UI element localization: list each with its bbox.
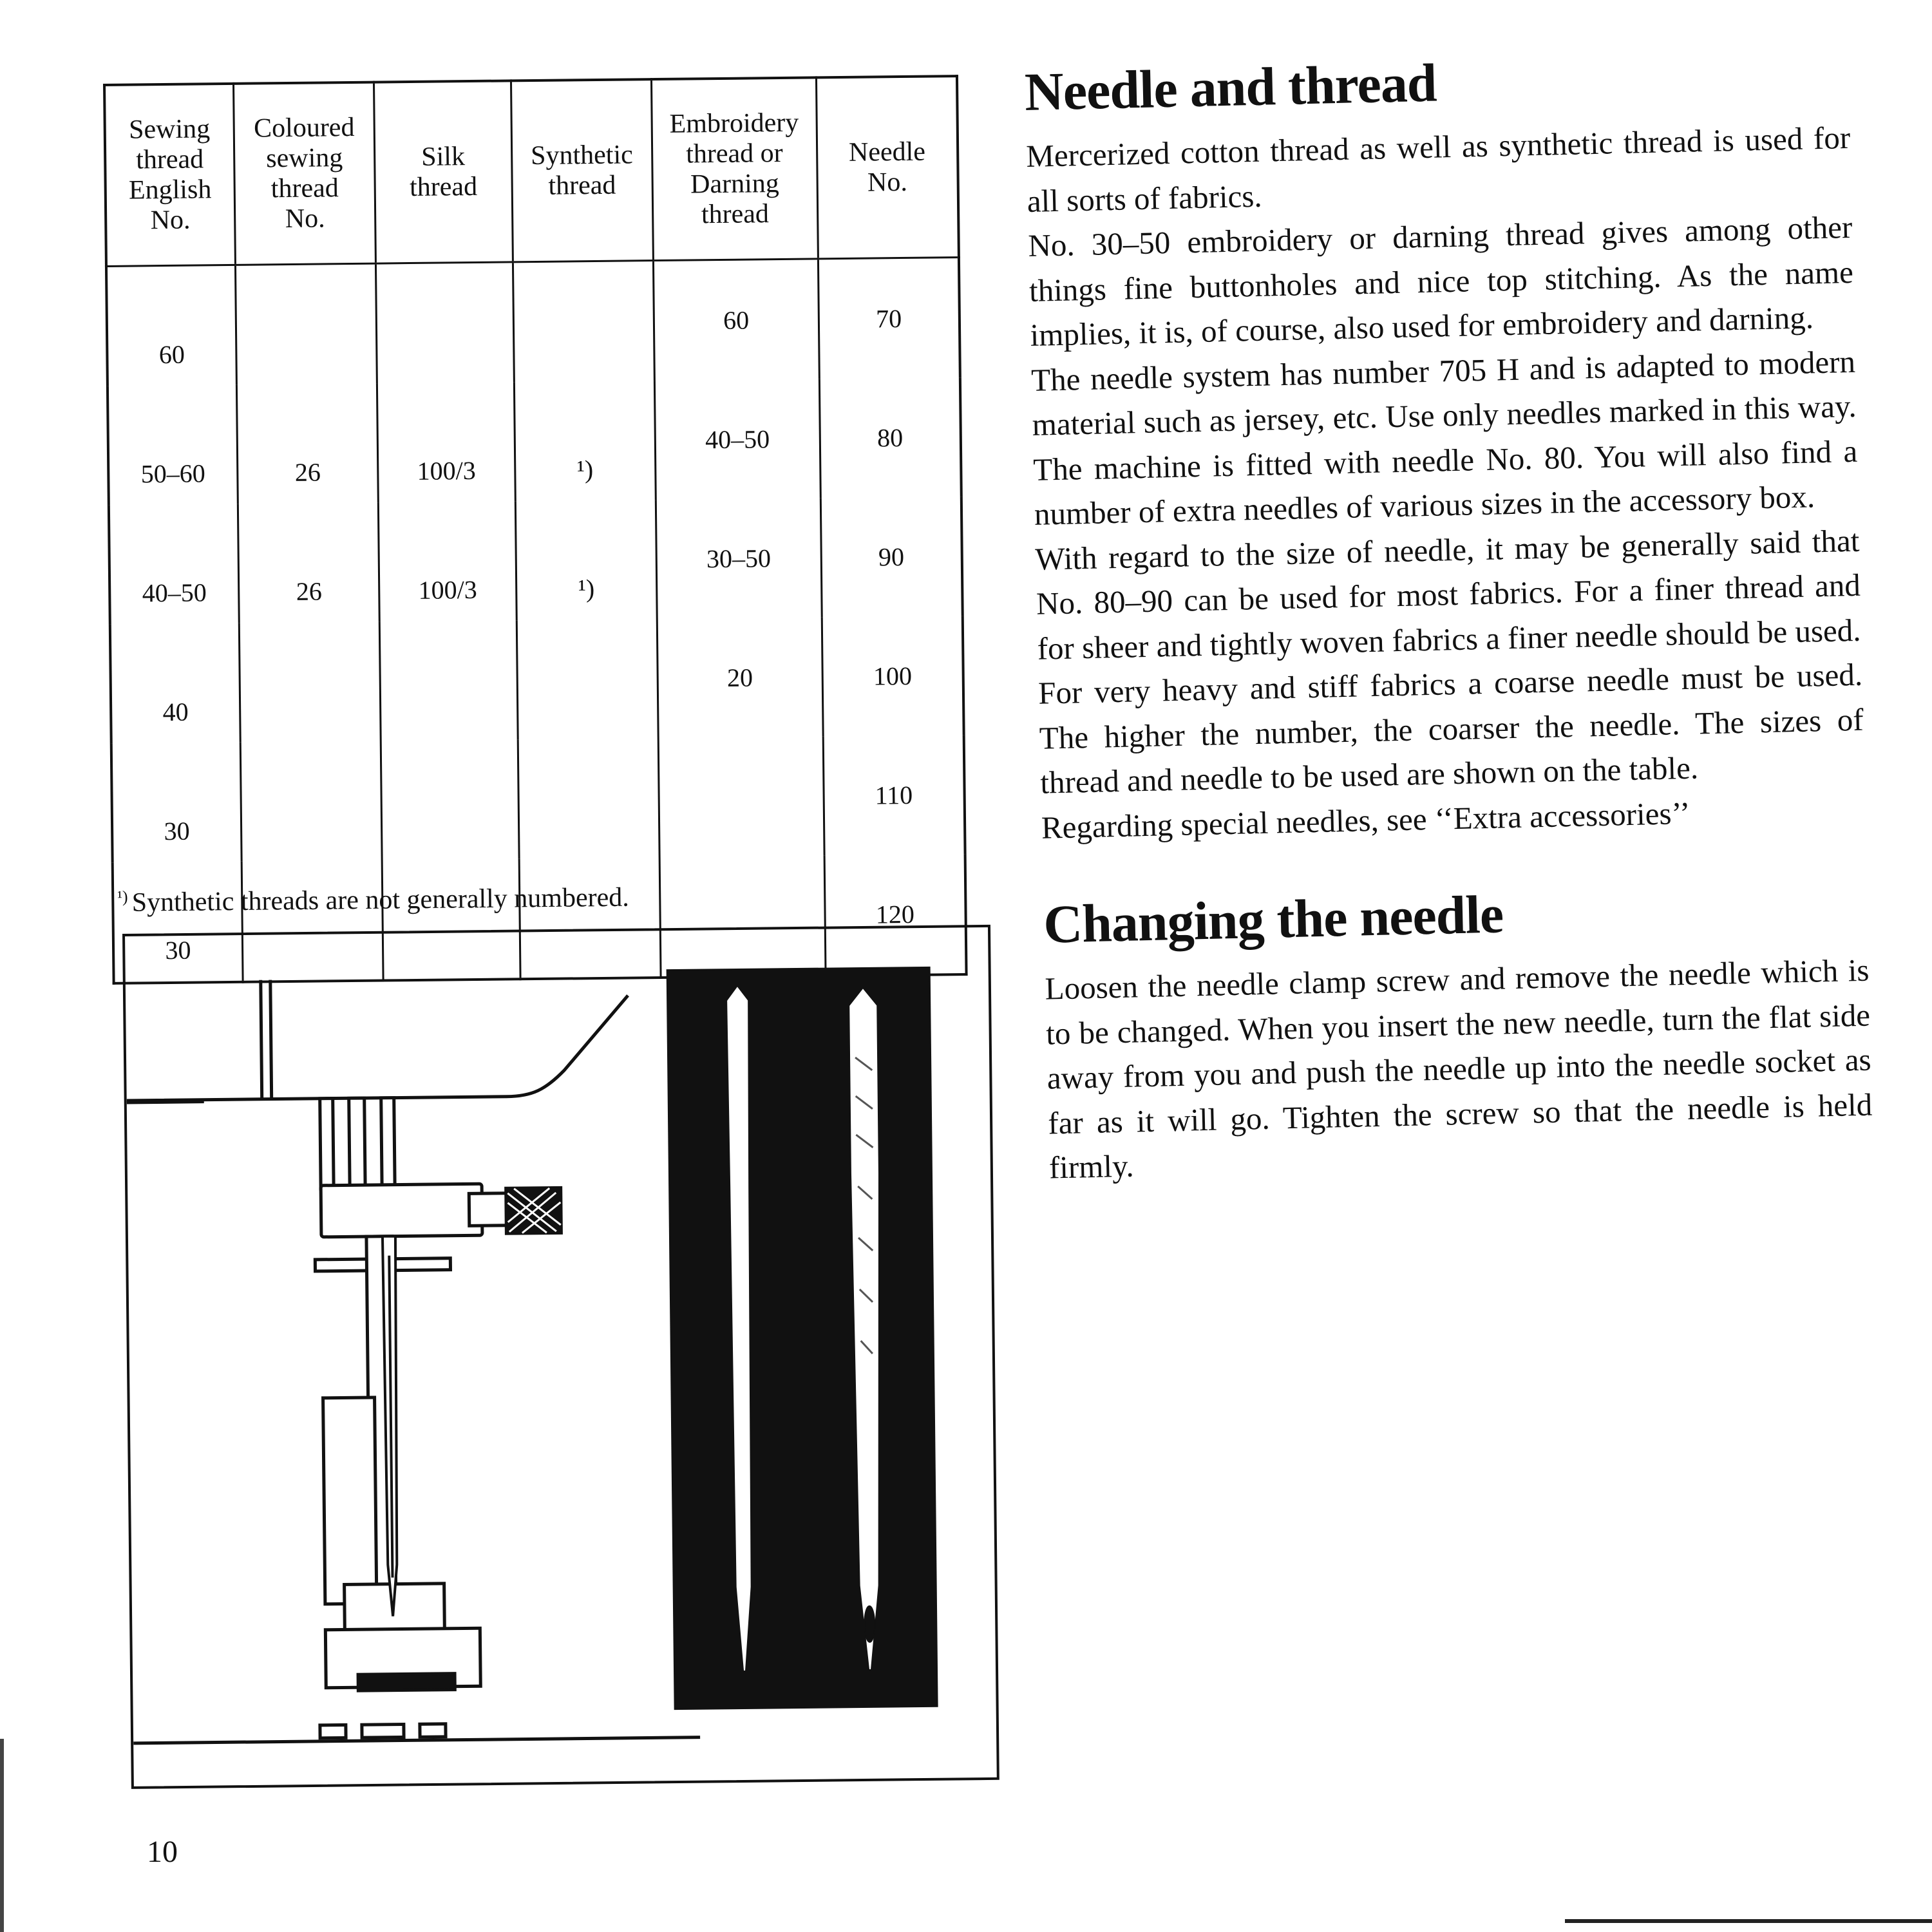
table-cell: 30–50	[656, 498, 822, 619]
table-cell	[513, 261, 654, 383]
needle-bar	[320, 1097, 508, 1237]
header-synthetic-thread: Synthetic thread	[511, 79, 653, 262]
needle-comparison-panel	[667, 967, 938, 1710]
table-cell	[516, 619, 658, 739]
table-cell	[381, 739, 518, 860]
table-cell: 60	[158, 339, 185, 370]
table-cell: 100	[822, 616, 964, 736]
footnote-text: Synthetic threads are not generally numbered.	[131, 882, 629, 918]
header-coloured-sewing-thread: Coloured sewing thread No.	[233, 82, 375, 265]
table-cell	[518, 738, 659, 858]
table-cell: 90	[820, 497, 963, 617]
table-cell: 100/3	[379, 501, 516, 621]
section-title-changing-the-needle: Changing the needle	[1043, 884, 1504, 955]
table-row	[106, 258, 960, 386]
table-row	[108, 377, 961, 506]
table-cell: 40–50	[654, 379, 820, 500]
header-needle-no: Needle No.	[816, 76, 959, 259]
section-title-needle-and-thread: Needle and thread	[1024, 53, 1437, 122]
thread-needle-table	[103, 75, 968, 985]
paragraph: Loosen the needle clamp screw and remove the needle which is to be changed. When you insert the new needle, turn the flat side away from you and push the needle up into the needle socket as far as it will go. Tighten the screw so that the needle is held firmly.	[1045, 952, 1873, 1186]
paragraph: Regarding special needles, see ‘‘Extra accessories’’	[1041, 795, 1691, 846]
table-cell: 40	[162, 697, 189, 727]
needle-drawing	[125, 927, 997, 1786]
table-cell: 20	[657, 617, 823, 738]
table-cell: 40–50	[142, 578, 207, 608]
needle-illustration	[122, 925, 999, 1789]
scan-edge-bottom	[1565, 1919, 1932, 1923]
machine-head-outline	[126, 976, 629, 1103]
presser-foot-assembly	[315, 1235, 480, 1691]
page-number: 10	[147, 1835, 178, 1869]
text-column	[1024, 43, 1873, 1190]
paragraph: With regard to the size of needle, it may be generally said that No. 80–90 can be used for most fabrics. For a finer thread and for sheer and tightly woven fabrics a finer needle should be used.	[1034, 522, 1862, 667]
table-row	[109, 497, 963, 625]
table-cell: ¹)	[515, 500, 657, 620]
paragraph: Mercerized cotton thread as well as synthetic thread is used for all sorts of fabrics.	[1025, 119, 1851, 219]
table-cell: 30	[164, 816, 190, 846]
header-silk-thread: Silk thread	[374, 80, 513, 263]
footnote-marker: ¹)	[117, 887, 128, 906]
table-cell: ¹)	[514, 381, 656, 501]
paragraph: For very heavy and stiff fabrics a coarse needle must be used. The higher the number, the coarser the needle. The sizes of thread and needle to be used are shown on the table.	[1037, 656, 1864, 800]
needle-plate	[133, 1721, 700, 1743]
table-cell: 100/3	[377, 382, 515, 502]
table-cell: 120	[824, 854, 967, 976]
scan-edge-left	[0, 1739, 4, 1932]
table-cell: 50–60	[140, 459, 205, 489]
table-row	[110, 616, 964, 744]
table-cell: 110	[823, 735, 965, 855]
header-sewing-thread: Sewing thread English No.	[104, 84, 235, 267]
table-cell	[380, 620, 518, 741]
table-cell: 60	[653, 259, 819, 381]
table-cell: 26	[236, 384, 378, 504]
table-row	[111, 735, 965, 863]
table-cell: 30	[165, 935, 191, 965]
table-cell	[376, 262, 514, 384]
table-cell	[239, 622, 381, 743]
table-cell: 70	[818, 258, 960, 379]
table-cell	[240, 741, 382, 862]
paragraph: The needle system has number 705 H and is adapted to modern material such as jersey, etc. Use only needles marked in this way. The machine is fitted with needle No. 80. You will also find a number of extra needles of various sizes in the accessory box.	[1030, 343, 1858, 532]
table-cell: 26	[238, 503, 379, 623]
table-cell	[658, 736, 824, 857]
needle-clamp-screw-icon	[504, 1186, 563, 1235]
table-header-row	[104, 76, 959, 266]
table-cell: 80	[819, 377, 961, 498]
paragraph: No. 30–50 embroidery or darning thread gives among other things fine buttonholes and nice top stitching. As the name implies, it is, of course, also used for embroidery and darning.	[1027, 209, 1854, 353]
table-cell	[235, 263, 377, 385]
header-embroidery-thread: Embroidery thread or Darning thread	[651, 77, 818, 260]
